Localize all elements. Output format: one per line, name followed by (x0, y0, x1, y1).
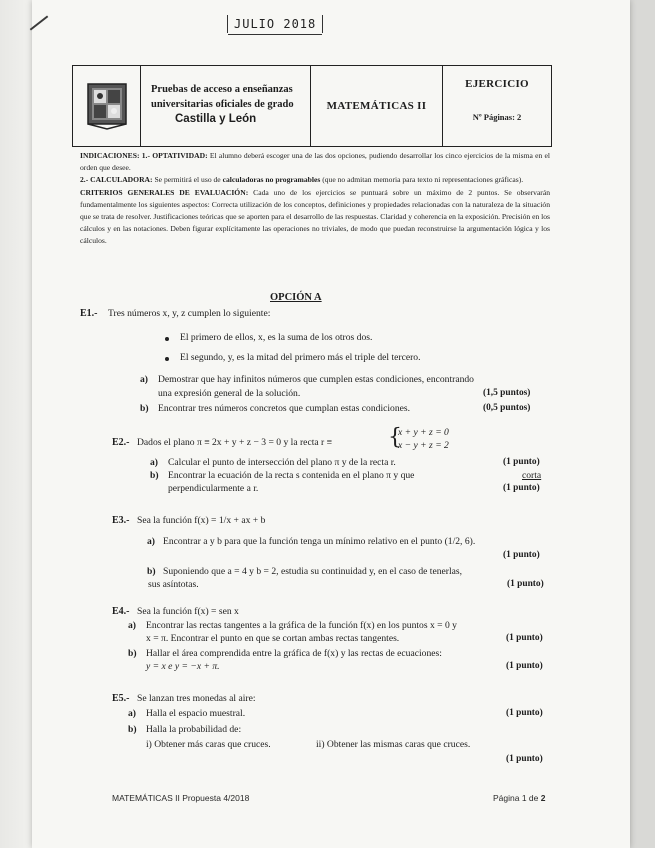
page-left-edge (0, 0, 32, 848)
e5-label: E5.- (112, 693, 130, 704)
e4-b-label: b) (128, 648, 137, 659)
e2-b-underlined-word: corta (522, 470, 542, 481)
page-count: Nº Páginas: 2 (472, 112, 522, 122)
bullet-icon (165, 337, 169, 341)
e4-a-label: a) (128, 620, 136, 631)
subject-name: MATEMÁTICAS II (311, 66, 443, 146)
e2-system-eq2: x − y + z = 2 (398, 440, 449, 451)
exam-header-table (72, 65, 552, 147)
coat-of-arms-icon (85, 81, 129, 131)
e1-b-text: Encontrar tres números concretos que cumplan estas condiciones. (158, 403, 411, 414)
e1-intro: Tres números x, y, z cumplen lo siguiente: (108, 308, 271, 319)
region-name: Castilla y León (175, 113, 257, 125)
e2-a-text: Calcular el punto de intersección del plano π y de la recta r. (168, 457, 396, 468)
e4-a-line2: x = π. Encontrar el punto en que se cortan ambas rectas tangentes. (146, 633, 400, 644)
e4-b-line1: Hallar el área comprendida entre la gráfica de f(x) y las rectas de ecuaciones: (146, 648, 442, 659)
e1-bullet-1: El primero de ellos, x, es la suma de los otros dos. (180, 332, 373, 343)
e2-intro: Dados el plano π ≡ 2x + y + z − 3 = 0 y la recta r ≡ (137, 437, 333, 448)
instruction-calculadora: 2.- CALCULADORA: Se permitirá el uso de calculadoras no programables (que no admitan memoria para texto ni representaciones gráficas). (80, 175, 524, 185)
e4-b-points: (1 punto) (506, 661, 543, 671)
e2-b-label: b) (150, 470, 159, 481)
option-title: OPCIÓN A (270, 292, 322, 303)
e2-a-label: a) (150, 457, 158, 468)
e1-b-label: b) (140, 403, 149, 414)
e5-b-ii: ii) Obtener las mismas caras que cruces. (316, 739, 471, 750)
e5-b-points: (1 punto) (506, 754, 543, 764)
instructions (80, 150, 550, 248)
bullet-icon (165, 357, 169, 361)
e4-a-line1: Encontrar las rectas tangentes a la gráfica de la función f(x) en los puntos x = 0 y (146, 620, 457, 631)
instruction-optatividad: INDICACIONES: 1.- OPTATIVIDAD: El alumno deberá escoger una de las dos opciones, pudiendo desarrollar los cinco ejercicios de la misma en el orden que desee. (80, 151, 550, 173)
e3-intro: Sea la función f(x) = 1/x + ax + b (137, 515, 266, 526)
e3-a-label: a) (147, 536, 155, 547)
e1-a-label: a) (140, 374, 148, 385)
e5-b-text: Halla la probabilidad de: (146, 724, 242, 735)
e5-a-label: a) (128, 708, 136, 719)
e2-label: E2.- (112, 437, 130, 448)
e2-b-points: (1 punto) (503, 483, 540, 493)
e3-b-line2: sus asíntotas. (148, 579, 199, 590)
exercise-cell (443, 66, 551, 146)
e2-b-line2: perpendicularmente a r. (168, 483, 259, 494)
handwritten-date-note: JULIO 2018 (227, 15, 323, 33)
e4-intro: Sea la función f(x) = sen x (137, 606, 239, 617)
title-line-1: Pruebas de acceso a enseñanzas (151, 84, 293, 95)
e5-b-label: b) (128, 724, 137, 735)
e3-b-line1: Suponiendo que a = 4 y b = 2, estudia su continuidad y, en el caso de tenerlas, (163, 566, 463, 577)
e5-b-i: i) Obtener más caras que cruces. (146, 739, 271, 750)
e4-b-line2: y = x e y = −x + π. (146, 661, 220, 672)
e5-intro: Se lanzan tres monedas al aire: (137, 693, 256, 704)
e1-label: E1.- (80, 308, 98, 319)
e1-a-points: (1,5 puntos) (483, 388, 531, 398)
e1-a-line2: una expresión general de la solución. (158, 388, 301, 399)
e3-b-points: (1 punto) (507, 579, 544, 589)
e1-bullet-2: El segundo, y, es la mitad del primero más el triple del tercero. (180, 352, 421, 363)
exam-title (141, 66, 311, 146)
e3-label: E3.- (112, 515, 130, 526)
footer-proposal: MATEMÁTICAS II Propuesta 4/2018 (112, 793, 250, 803)
e2-b-line1: Encontrar la ecuación de la recta s contenida en el plano π y que (168, 470, 415, 481)
evaluation-criteria: CRITERIOS GENERALES DE EVALUACIÓN: Cada uno de los ejercicios se puntuará sobre un máximo de 2 puntos. Se observarán fundamentalmente los siguientes aspectos: Correcta utilización de los conceptos, definiciones y propiedades relacionadas con la naturaleza de la situación que se trata de resolver. Justificaciones teóricas que se aporten para el desarrollo de las respuestas. Claridad y coherencia en la exposición. Precisión en los cálculos y en las notaciones. Deben figurar explícitamente las operaciones no triviales, de modo que puedan reconstruirse la argumentación lógica y los cálculos. (80, 187, 551, 246)
e5-a-text: Halla el espacio muestral. (146, 708, 246, 719)
e1-b-points: (0,5 puntos) (483, 403, 531, 413)
e5-a-points: (1 punto) (506, 708, 543, 718)
system-brace: { (388, 425, 402, 450)
e3-a-text: Encontrar a y b para que la función tenga un mínimo relativo en el punto (1/2, 6). (163, 536, 476, 547)
e3-a-points: (1 punto) (503, 550, 540, 560)
e3-b-label: b) (147, 566, 156, 577)
university-logo (73, 66, 141, 146)
e1-a-line1: Demostrar que hay infinitos números que cumplen estas condiciones, encontrando (158, 374, 474, 385)
title-line-2: universitarias oficiales de grado (151, 99, 294, 110)
e2-a-points: (1 punto) (503, 457, 540, 467)
e4-label: E4.- (112, 606, 130, 617)
exercise-label: EJERCICIO (465, 78, 529, 90)
e4-a-points: (1 punto) (506, 633, 543, 643)
e2-system-eq1: x + y + z = 0 (398, 427, 449, 438)
footer-page-number: Página 1 de 2 (493, 793, 546, 803)
